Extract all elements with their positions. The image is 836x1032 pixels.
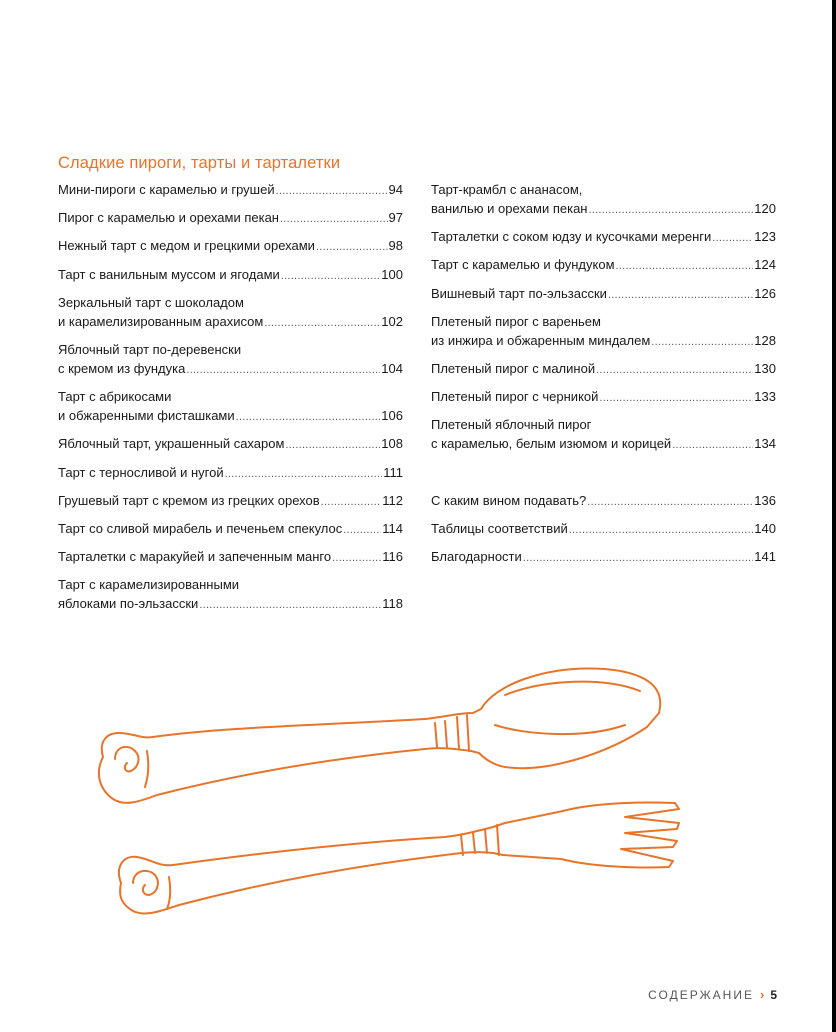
page-number: 5	[770, 987, 777, 1002]
toc-entry-title: и карамелизированным арахисом	[58, 313, 264, 329]
toc-page-number: 128	[754, 332, 776, 348]
toc-entry[interactable]	[431, 284, 776, 305]
toc-leader-dots	[672, 436, 753, 455]
toc-entry-line	[58, 265, 403, 286]
toc-leader-dots	[651, 333, 753, 352]
toc-leader-dots	[236, 408, 381, 427]
toc-page-number: 133	[754, 389, 776, 405]
toc-entry-title: Тарт-крамбл с ананасом,	[431, 182, 583, 197]
page-footer	[648, 987, 777, 1002]
toc-entry-line	[58, 463, 403, 484]
toc-page-number: 136	[754, 492, 776, 508]
toc-entry-title: Нежный тарт с медом и грецкими орехами	[58, 238, 315, 254]
toc-entry-line	[431, 180, 776, 199]
toc-entry-title: с кремом из фундука	[58, 361, 186, 376]
toc-leader-dots	[343, 521, 381, 540]
toc-entry[interactable]	[431, 227, 776, 248]
toc-entry-line	[431, 284, 776, 305]
toc-entry-line	[431, 227, 776, 248]
toc-page-number: 124	[754, 257, 776, 273]
toc-entry-line	[58, 519, 403, 540]
toc-entry[interactable]	[431, 387, 776, 408]
toc-entry[interactable]	[58, 180, 403, 201]
toc-entry[interactable]	[58, 575, 403, 615]
toc-entry-title: Зеркальный тарт с шоколадом	[58, 294, 244, 310]
toc-entry-title: Яблочный тарт по-деревенски	[58, 342, 242, 357]
toc-page-number: 120	[754, 201, 776, 216]
toc-entry[interactable]	[431, 359, 776, 380]
toc-entry-title: Грушевый тарт с кремом из грецких орехов	[58, 492, 320, 508]
toc-entry-line	[58, 359, 403, 380]
toc-entry[interactable]	[58, 265, 403, 286]
toc-entry-line	[431, 199, 776, 220]
toc-entry[interactable]	[58, 387, 403, 427]
toc-page-number: 118	[382, 596, 403, 612]
toc-page-number: 141	[754, 549, 776, 564]
toc-entry-title: Тарт со сливой мирабель и печеньем спекулос	[58, 521, 343, 536]
toc-page-number: 111	[383, 464, 403, 480]
toc-entry-title: Плетеный пирог с черникой	[431, 389, 599, 405]
toc-entry-title: Тарт с терносливой и нугой	[58, 464, 224, 480]
toc-entry[interactable]	[58, 208, 403, 229]
toc-entry-line	[431, 491, 776, 512]
toc-entry-title: Благодарности	[431, 549, 522, 564]
toc-entry-line	[58, 340, 403, 359]
toc-leader-dots	[599, 389, 753, 408]
toc-page-number: 108	[381, 436, 403, 452]
toc-leader-dots	[280, 210, 388, 229]
toc-entry-line	[431, 434, 776, 455]
toc-page-number: 116	[382, 549, 403, 565]
toc-page-number: 140	[754, 520, 776, 536]
toc-entry-title: Плетеный пирог с вареньем	[431, 313, 601, 329]
toc-entry[interactable]	[431, 547, 776, 568]
toc-entry-line	[58, 547, 403, 568]
toc-leader-dots	[316, 238, 388, 257]
footer-section-label: СОДЕРЖАНИЕ	[648, 987, 754, 1002]
toc-entry-title: и обжаренными фисташками	[58, 408, 235, 424]
toc-leader-dots	[276, 182, 388, 201]
toc-leader-dots	[321, 493, 382, 512]
toc-leader-dots	[186, 361, 380, 380]
toc-entry-line	[431, 312, 776, 331]
toc-entry-title: яблоками по-эльзасски	[58, 596, 199, 612]
toc-entry[interactable]	[431, 491, 776, 512]
toc-leader-dots	[264, 314, 380, 333]
toc-entry-line	[58, 406, 403, 427]
toc-leader-dots	[285, 436, 380, 455]
toc-entry-line	[58, 434, 403, 455]
toc-page-number: 106	[381, 408, 403, 424]
toc-entry-line	[431, 415, 776, 434]
toc-page-number: 100	[381, 266, 403, 282]
toc-page-number: 98	[388, 238, 403, 254]
toc-entry-title: из инжира и обжаренным миндалем	[431, 332, 651, 348]
toc-leader-dots	[225, 465, 383, 484]
toc-entry-title: Тарт с абрикосами	[58, 389, 172, 405]
toc-entry[interactable]	[58, 340, 403, 380]
section-heading: Сладкие пироги, тарты и тарталетки	[58, 154, 341, 172]
toc-page-number: 112	[382, 492, 403, 508]
toc-leader-dots	[569, 521, 754, 540]
toc-entry-line	[58, 236, 403, 257]
toc-leader-dots	[712, 229, 753, 248]
toc-entry[interactable]	[58, 293, 403, 333]
toc-entry[interactable]	[58, 463, 403, 484]
toc-entry-line	[58, 491, 403, 512]
toc-page-number: 97	[388, 210, 403, 226]
toc-entry[interactable]	[431, 180, 776, 220]
toc-entry[interactable]	[431, 255, 776, 276]
toc-entry-line	[58, 594, 403, 615]
toc-entry-line	[58, 180, 403, 201]
toc-entry-title: Тарт с карамелизированными	[58, 577, 240, 593]
toc-leader-dots	[588, 201, 753, 220]
toc-entry-title: Тарталетки с соком юдзу и кусочками меренги	[431, 229, 712, 245]
toc-leader-dots	[608, 286, 753, 305]
toc-entry-title: Тарт с карамелью и фундуком	[431, 257, 615, 273]
toc-leader-dots	[523, 549, 754, 568]
toc-entry[interactable]	[58, 491, 403, 512]
toc-entry-title: Яблочный тарт, украшенный сахаром	[58, 436, 285, 452]
toc-entry-line	[431, 359, 776, 380]
toc-page-number: 102	[381, 313, 403, 329]
chevron-right-icon: ›	[759, 987, 765, 1002]
toc-entry-title: С каким вином подавать?	[431, 492, 587, 508]
toc-entry-line	[58, 312, 403, 333]
toc-entry[interactable]	[431, 519, 776, 540]
toc-page-number: 134	[754, 436, 776, 452]
toc-leader-dots	[332, 549, 381, 568]
toc-entry[interactable]	[58, 547, 403, 568]
toc-leader-dots	[281, 267, 381, 286]
toc-page-number: 94	[388, 182, 403, 197]
toc-page-number: 130	[754, 361, 776, 376]
toc-entry-title: Плетеный яблочный пирог	[431, 417, 592, 433]
toc-entry-title: Таблицы соответствий	[431, 520, 568, 536]
toc-entry-title: Мини-пироги с карамелью и грушей	[58, 182, 275, 197]
toc-entry-title: Пирог с карамелью и орехами пекан	[58, 210, 279, 226]
toc-entry-title: Вишневый тарт по-эльзасски	[431, 285, 607, 301]
toc-entry[interactable]	[58, 519, 403, 540]
toc-entry-line	[58, 575, 403, 594]
toc-entry-line	[431, 519, 776, 540]
toc-leader-dots	[596, 361, 753, 380]
toc-page-number: 104	[381, 361, 403, 376]
toc-entry-line	[431, 387, 776, 408]
toc-leader-dots	[199, 596, 381, 615]
spoon-and-fork-illustration	[85, 655, 685, 955]
page-edge-rule	[832, 0, 836, 1032]
toc-entry[interactable]	[58, 236, 403, 257]
toc-entry[interactable]	[58, 434, 403, 455]
toc-entry[interactable]	[431, 415, 776, 455]
toc-entry-line	[431, 331, 776, 352]
toc-entry-title: Плетеный пирог с малиной	[431, 361, 596, 376]
toc-leader-dots	[587, 493, 753, 512]
toc-page-number: 126	[754, 285, 776, 301]
toc-entry-title: Тарт с ванильным муссом и ягодами	[58, 266, 280, 282]
toc-entry-line	[431, 547, 776, 568]
spoon-icon	[99, 668, 660, 802]
toc-page-number: 114	[382, 521, 403, 536]
toc-entry-line	[58, 208, 403, 229]
toc-entry-title: с карамелью, белым изюмом и корицей	[431, 436, 672, 452]
toc-entry-title: Тарталетки с маракуйей и запеченным манго	[58, 549, 332, 565]
toc-entry-title: ванилью и орехами пекан	[431, 201, 588, 216]
toc-entry-line	[58, 293, 403, 312]
toc-entry-line	[431, 255, 776, 276]
toc-leader-dots	[616, 257, 754, 276]
fork-icon	[119, 802, 679, 913]
toc-entry[interactable]	[431, 312, 776, 352]
toc-page-number: 123	[754, 229, 776, 245]
toc-entry-line	[58, 387, 403, 406]
